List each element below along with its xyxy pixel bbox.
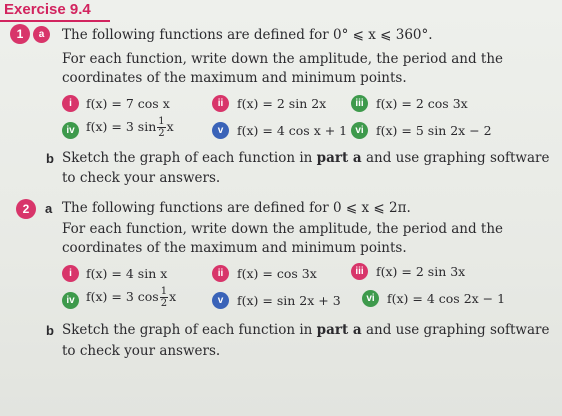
q1-roman-vi: vi [351, 122, 368, 139]
q1-instruction-line-2: coordinates of the maximum and minimum points. [62, 70, 407, 86]
q1-function-vi: f(x) = 5 sin 2x − 2 [376, 123, 492, 138]
q2-part-b-label: b [46, 323, 54, 338]
q1-part-b-pre: Sketch the graph of each function in [62, 150, 317, 166]
q1-part-b-text [62, 150, 549, 166]
q2-fraction-numerator: 1 [160, 286, 168, 297]
q2-fraction-denominator: 2 [160, 298, 168, 309]
q1-roman-iv: iv [62, 122, 79, 139]
q2-roman-iv: iv [62, 292, 79, 309]
q2-part-a-label: a [45, 201, 53, 216]
q2-function-i: f(x) = 4 sin x [86, 266, 168, 281]
q1-function-iv-post: x [166, 119, 174, 134]
q2-function-iv [86, 286, 176, 309]
q2-roman-i: i [62, 265, 79, 282]
title-underline [0, 20, 110, 22]
q2-part-b-post: and use graphing software [361, 322, 550, 338]
q1-roman-v: v [212, 122, 229, 139]
q2-roman-ii: ii [212, 265, 229, 282]
q2-roman-v: v [212, 292, 229, 309]
q2-function-iv-fraction [160, 286, 168, 309]
q2-part-b-bold: part a [316, 322, 362, 338]
q2-instruction-line-2: coordinates of the maximum and minimum points. [62, 240, 407, 256]
q1-fraction-denominator: 2 [158, 128, 165, 139]
q2-function-iv-post: x [169, 289, 177, 304]
q1-part-a-text: The following functions are defined for 0° ⩽ x ⩽ 360°. [62, 27, 433, 43]
q1-roman-iii: iii [351, 95, 368, 112]
question-1-number: 1 [10, 24, 30, 44]
q1-part-b-post: and use graphing software [361, 150, 550, 166]
q1-part-b-text-2: to check your answers. [62, 170, 221, 186]
q1-function-iii: f(x) = 2 cos 3x [376, 96, 468, 111]
q2-part-a-text: The following functions are defined for 0 ⩽ x ⩽ 2π. [62, 200, 411, 216]
q1-instruction-line-1: For each function, write down the amplitude, the period and the [62, 51, 504, 67]
q2-roman-iii: iii [351, 263, 368, 280]
q1-function-i: f(x) = 7 cos x [86, 96, 170, 111]
q2-function-vi: f(x) = 4 cos 2x − 1 [387, 291, 506, 306]
q1-function-iv-pre: f(x) = 3 sin [86, 119, 157, 134]
q1-fraction-numerator: 1 [158, 116, 165, 127]
q1-part-a-label: a [33, 26, 50, 43]
q1-function-v: f(x) = 4 cos x + 1 [237, 123, 348, 138]
q2-function-ii: f(x) = cos 3x [237, 266, 317, 281]
q2-part-b-text-2: to check your answers. [62, 343, 221, 359]
q2-part-b-text [62, 322, 549, 338]
q2-roman-vi: vi [362, 290, 379, 307]
q2-part-b-pre: Sketch the graph of each function in [62, 322, 317, 338]
exercise-title: Exercise 9.4 [4, 1, 91, 18]
q1-part-b-bold: part a [316, 150, 362, 166]
q2-function-v: f(x) = sin 2x + 3 [237, 293, 341, 308]
q1-function-iv-fraction [157, 116, 165, 139]
q1-part-b-label: b [46, 151, 54, 166]
q1-function-ii: f(x) = 2 sin 2x [237, 96, 327, 111]
q2-function-iv-pre: f(x) = 3 cos [86, 289, 159, 304]
q1-roman-i: i [62, 95, 79, 112]
q2-instruction-line-1: For each function, write down the amplitude, the period and the [62, 221, 504, 237]
q1-roman-ii: ii [212, 95, 229, 112]
question-2-number: 2 [16, 199, 36, 219]
q1-function-iv [86, 116, 174, 139]
q2-function-iii: f(x) = 2 sin 3x [376, 264, 466, 279]
